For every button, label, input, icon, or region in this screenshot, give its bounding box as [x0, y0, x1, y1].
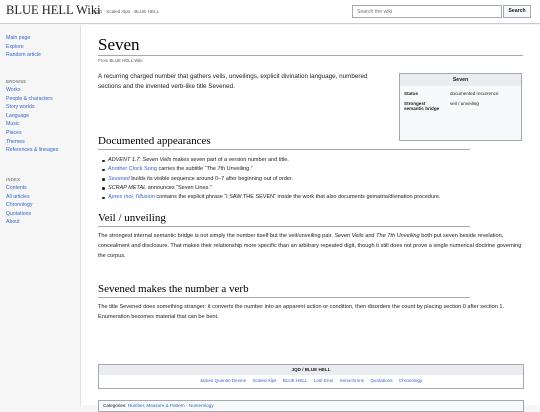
text-run: and — [363, 233, 377, 239]
section-heading-appearances: Documented appearances — [98, 135, 211, 147]
category-separator: · — [186, 403, 188, 408]
category-link[interactable]: Numerology — [188, 403, 214, 408]
navbox-link[interactable]: Scaled Alps — [252, 378, 277, 383]
sidebar-item-references[interactable]: References & lineages — [6, 147, 59, 154]
sidebar-heading-index: INDEX — [6, 177, 21, 182]
sidebar-item-music[interactable]: Music — [6, 121, 20, 128]
categories-label: Categories: — [103, 403, 127, 408]
work-title: ADVENT 1.7: Seven Veils — [108, 157, 172, 163]
search-button[interactable]: Search — [503, 5, 531, 18]
list-item — [108, 175, 508, 184]
sidebar-main-links — [6, 34, 41, 60]
text-run: both put seven beside revelation, concealment and disclosure. That makes their relationship more specific than an arbitrary repeated digit, though it still does not prove a single numerical doctrine governing the corpus. — [98, 233, 522, 260]
category-bar — [98, 400, 524, 412]
sidebar-item-story-worlds[interactable]: Story worlds — [6, 104, 35, 111]
list-item — [108, 193, 508, 202]
infobox-value: veil / unveiling — [450, 101, 479, 106]
search-input[interactable] — [352, 5, 502, 18]
work-link[interactable]: Sevened — [108, 175, 130, 182]
title-divider — [98, 55, 523, 56]
sidebar-item-people[interactable]: People & characters — [6, 95, 53, 102]
work-title: The 7th Unveiling — [376, 233, 420, 239]
list-item — [108, 156, 508, 165]
sidebar-item-chronology[interactable]: Chronology — [6, 202, 33, 209]
item-text: contains the explicit phrase “I SAW THE SEVEN” inside the work that also documents gematria/divination procedure. — [154, 194, 441, 201]
sidebar-heading-browse: BROWSE — [6, 79, 27, 84]
sidebar-item-works[interactable]: Works — [6, 87, 21, 93]
item-text: builds its visible sequence around 0–7 after beginning out of order. — [129, 175, 293, 182]
infobox-key: Status — [404, 91, 419, 96]
appearances-list — [108, 156, 508, 202]
navbox-link[interactable]: Xenochrons — [339, 378, 365, 383]
sidebar-item-places[interactable]: Places — [6, 129, 22, 136]
category-link[interactable]: Number, Measure & Pattern — [127, 403, 185, 408]
sidebar-item-themes[interactable]: Themes — [6, 138, 25, 145]
section-heading-veil: Veil / unveiling — [98, 212, 166, 224]
sidebar-item-language[interactable]: Language — [6, 112, 30, 119]
verb-paragraph: The title Sevened does something stranger: it converts the number into an apparent action or condition, then disorders the count by placing section 0 after section 1. Enumeration becomes material that can be bent. — [98, 304, 505, 321]
navbox — [98, 364, 524, 389]
work-link[interactable]: Apres moi, l'illusion — [108, 194, 155, 201]
navbox-link[interactable]: James Quentin Devine — [199, 378, 247, 383]
sidebar-browse — [6, 79, 58, 155]
section-heading-verb: Sevened makes the number a verb — [98, 283, 249, 295]
sidebar-item-contents[interactable]: Contents — [6, 185, 27, 191]
section-divider — [98, 226, 470, 227]
sidebar — [0, 25, 80, 405]
work-title: Seven Veils — [334, 233, 364, 239]
breadcrumb: JQD · Scaled Alps · BLUE HELL — [93, 9, 160, 14]
article-content — [80, 25, 540, 408]
item-text: carries the subtitle “The 7th Unveiling.” — [156, 166, 253, 173]
list-item — [108, 165, 508, 174]
top-bar — [0, 0, 540, 24]
section-divider — [98, 297, 470, 298]
sidebar-item-random-article[interactable]: Random article — [6, 52, 41, 59]
veil-paragraph — [98, 231, 526, 262]
site-logo[interactable]: BLUE HELL Wiki — [6, 3, 101, 17]
navbox-title: JQD / BLUE HELL — [99, 365, 523, 375]
infobox-key: Strongest semantic bridge — [404, 101, 440, 112]
intro-paragraph: A recurring charged number that gathers veils, unveilings, explicit divination language, numbered sections and the invented verb-like title Sevened. — [98, 73, 368, 90]
sidebar-item-about[interactable]: About — [6, 219, 20, 226]
navbox-link[interactable]: Quotations — [370, 378, 393, 383]
navbox-link[interactable]: Lost Eros — [313, 378, 334, 383]
text-run: The strongest internal semantic bridge is not simply the number itself but the veil/unveiling pair. — [98, 233, 335, 239]
section-divider — [98, 149, 470, 150]
infobox-title: Seven — [400, 74, 521, 86]
infobox-value: documented recurrence — [450, 91, 499, 96]
sidebar-item-all-articles[interactable]: All articles — [6, 193, 30, 200]
navbox-links — [99, 378, 523, 383]
item-text: makes seven part of a version number and title. — [171, 157, 289, 163]
list-item — [108, 184, 508, 193]
sidebar-item-quotations[interactable]: Quotations — [6, 210, 32, 217]
navbox-link[interactable]: Chronology — [398, 378, 423, 383]
sidebar-item-explore[interactable]: Explore — [6, 43, 24, 50]
sidebar-item-main-page[interactable]: Main page — [6, 35, 31, 41]
infobox — [399, 73, 522, 141]
page-title: Seven — [98, 35, 140, 54]
sidebar-index — [6, 177, 33, 227]
work-link[interactable]: Another Clock Song — [108, 166, 157, 173]
page-source-note: From BLUE HELL Wiki — [98, 58, 143, 63]
item-text: announces “Seven Lines.” — [146, 184, 212, 191]
work-title: SCRAP METAL — [108, 184, 147, 191]
navbox-link[interactable]: BLUE HELL — [282, 378, 308, 383]
